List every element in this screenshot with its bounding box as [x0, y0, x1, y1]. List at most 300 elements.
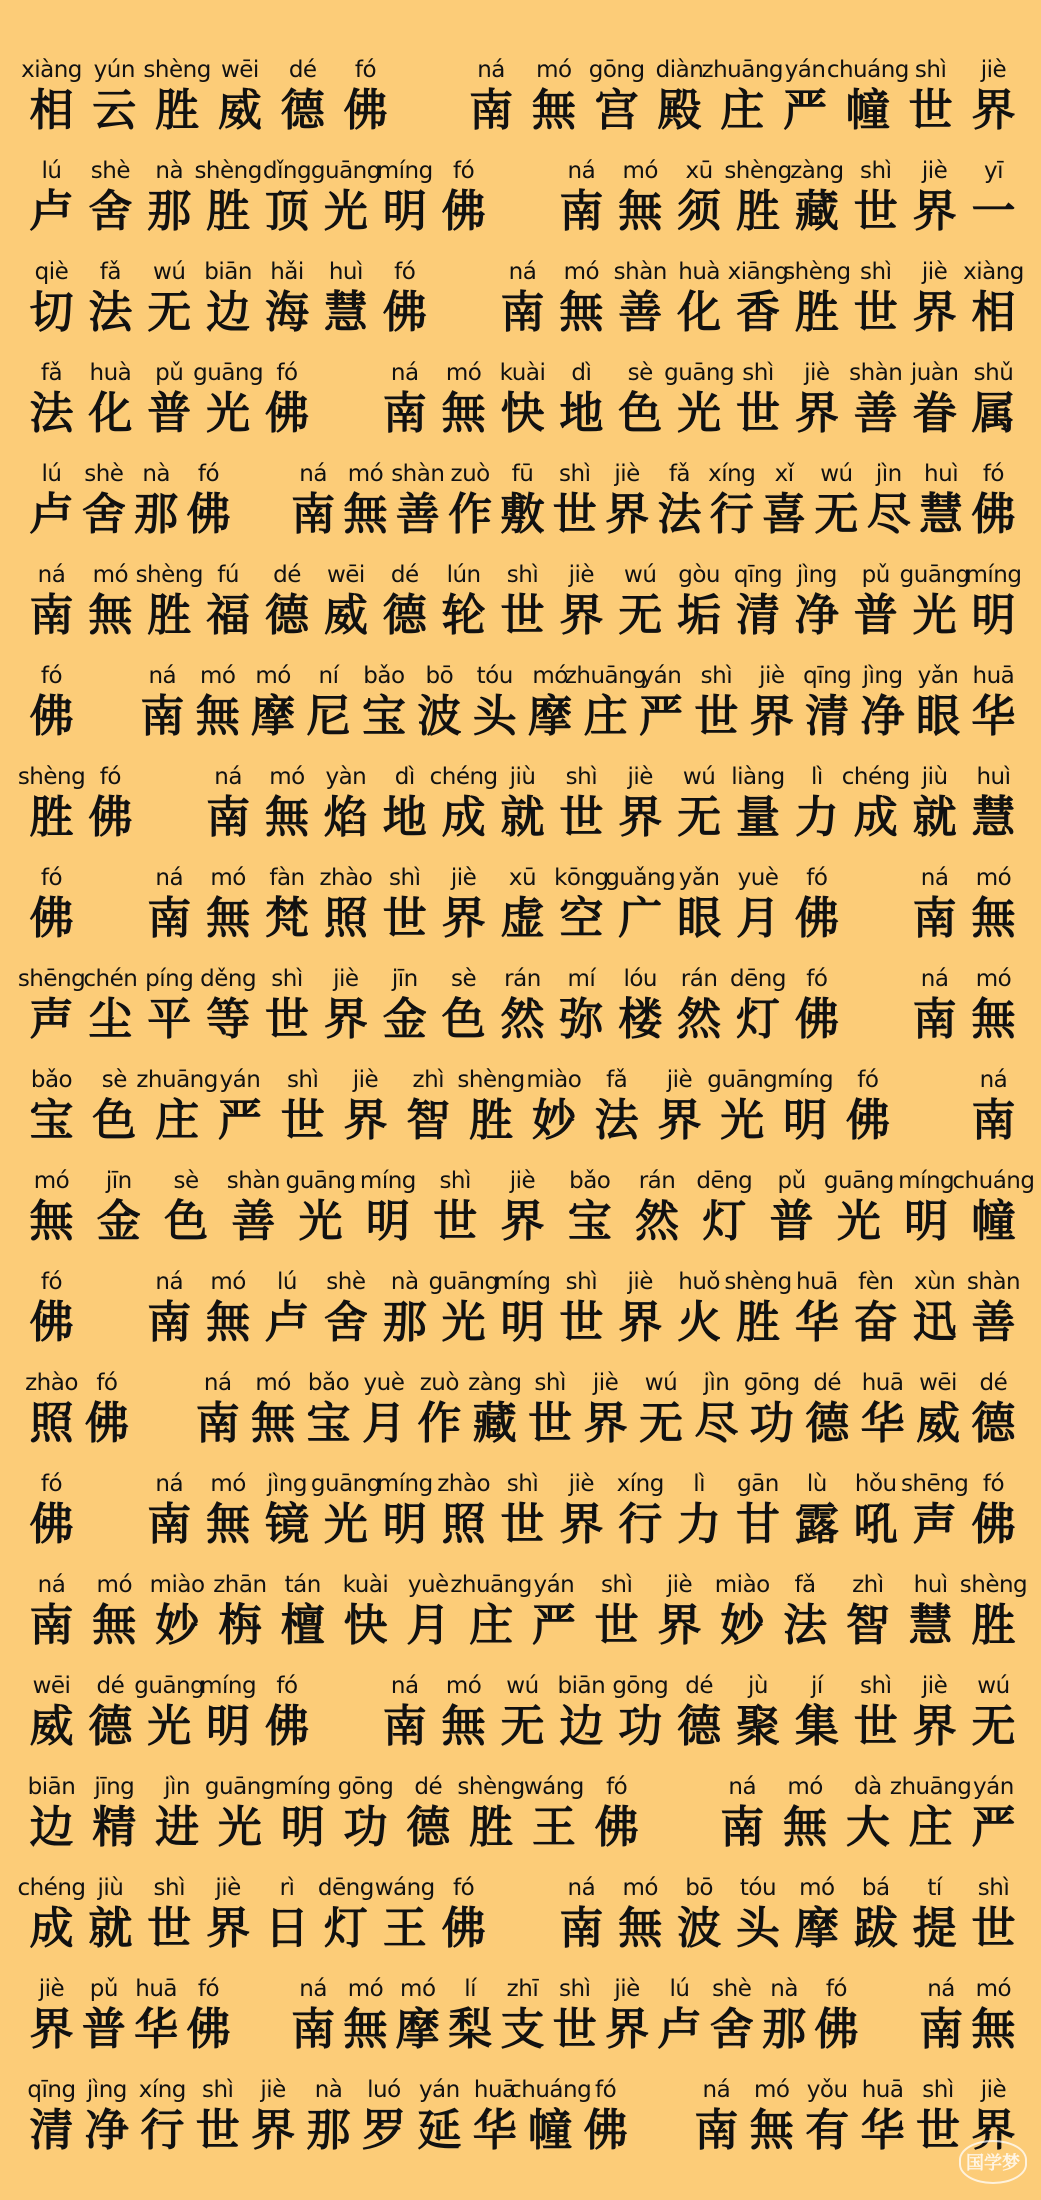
hanzi: 無 [559, 287, 604, 338]
glyph-with-pinyin [972, 1671, 1015, 1753]
hanzi: 色 [441, 994, 486, 1045]
glyph-with-pinyin [790, 156, 844, 238]
glyph-with-pinyin [730, 964, 786, 1046]
glyph-with-pinyin [324, 964, 367, 1046]
pinyin: yàn [325, 764, 367, 790]
glyph-with-pinyin [727, 257, 789, 339]
hanzi: 世 [694, 691, 739, 742]
pinyin: zuò [450, 461, 490, 487]
pinyin: jiè [627, 1269, 653, 1295]
hanzi: 法 [657, 489, 702, 540]
pinyin: mó [210, 865, 246, 891]
hanzi: 無 [618, 1903, 663, 1954]
glyph-with-pinyin [710, 1974, 753, 2056]
pinyin: ná [390, 360, 419, 386]
pinyin: yún [93, 57, 135, 83]
pinyin: shì [534, 1370, 566, 1396]
pinyin: wú [153, 259, 186, 285]
hanzi: 相 [29, 85, 74, 136]
hanzi: 佛 [971, 1499, 1016, 1550]
text-line [29, 1248, 1021, 1349]
pinyin: biān [557, 1673, 606, 1699]
hanzi: 界 [343, 1095, 388, 1146]
glyph-with-pinyin [396, 1974, 439, 2056]
pinyin: lú [41, 461, 62, 487]
pinyin: jiè [450, 865, 477, 891]
glyph-with-pinyin [207, 1873, 250, 1955]
pinyin: huì [976, 764, 1011, 790]
glyph-with-pinyin [560, 1469, 603, 1551]
pinyin: kuài [499, 360, 546, 386]
glyph-with-pinyin [724, 156, 792, 238]
text-line [30, 1955, 1015, 2056]
pinyin: míng [965, 562, 1022, 588]
glyph-with-pinyin [737, 1671, 780, 1753]
hanzi: 庄 [908, 1802, 953, 1853]
hanzi: 無 [343, 489, 388, 540]
pinyin: guāng [707, 1067, 778, 1093]
hanzi: 庄 [155, 1095, 200, 1146]
pinyin: ná [299, 1976, 327, 2002]
text-line [29, 1147, 1035, 1248]
pinyin: fǎ [606, 1067, 628, 1093]
pinyin: tán [284, 1572, 321, 1598]
glyph-with-pinyin [457, 1772, 525, 1854]
hanzi: 南 [147, 1297, 192, 1348]
pinyin: dēng [696, 1168, 753, 1194]
glyph-with-pinyin [442, 358, 485, 440]
pinyin: jiè [921, 1673, 948, 1699]
pinyin: míng [898, 1168, 955, 1194]
text-line [17, 743, 1016, 844]
text-line [30, 137, 1015, 238]
hanzi: 南 [29, 1600, 74, 1651]
hanzi: 等 [206, 994, 251, 1045]
text-line [30, 844, 1015, 945]
glyph-with-pinyin [85, 2075, 128, 2157]
glyph-with-pinyin [639, 1368, 682, 1450]
pinyin: fó [394, 259, 416, 285]
pinyin: wú [644, 1370, 678, 1396]
pinyin: míng [359, 1168, 416, 1194]
hanzi: 地 [559, 388, 604, 439]
pinyin: huā [473, 2077, 516, 2103]
hanzi: 大 [845, 1802, 890, 1853]
pinyin: míng [376, 1471, 433, 1497]
glyph-with-pinyin [89, 560, 132, 642]
hanzi: 世 [280, 1095, 325, 1146]
pinyin: shì [439, 1168, 471, 1194]
pinyin: wēi [220, 57, 259, 83]
glyph-with-pinyin [619, 762, 662, 844]
glyph-with-pinyin [612, 1671, 669, 1753]
hanzi: 地 [382, 792, 427, 843]
hanzi: 幢 [528, 2105, 573, 2156]
glyph-with-pinyin [310, 1469, 381, 1551]
hanzi: 光 [147, 1701, 192, 1752]
pinyin: ná [508, 259, 537, 285]
pinyin: sè [101, 1067, 127, 1093]
hanzi: 無 [971, 994, 1016, 1045]
hanzi: 佛 [971, 489, 1016, 540]
glyph-with-pinyin [867, 459, 910, 541]
hanzi: 界 [500, 1196, 545, 1247]
pinyin: xùn [913, 1269, 956, 1295]
hanzi: 慧 [323, 287, 368, 338]
hanzi: 有 [805, 2105, 850, 2156]
hanzi: 量 [736, 792, 780, 843]
glyph-with-pinyin [136, 1065, 218, 1147]
hanzi: 就 [912, 792, 957, 843]
hanzi: 提 [912, 1903, 957, 1954]
glyph-with-pinyin [588, 55, 645, 137]
glyph-with-pinyin [262, 156, 312, 238]
glyph-with-pinyin [655, 55, 704, 137]
pinyin: míng [200, 1673, 257, 1699]
glyph-with-pinyin [714, 1570, 770, 1652]
hanzi: 佛 [186, 489, 231, 540]
pinyin: míng [777, 1067, 834, 1093]
hanzi: 佛 [594, 1802, 639, 1853]
glyph-with-pinyin [252, 2075, 295, 2157]
glyph-with-pinyin [707, 1065, 778, 1147]
hanzi: 迅 [912, 1297, 957, 1348]
hanzi: 化 [677, 287, 722, 338]
hanzi: 光 [323, 1499, 368, 1550]
pinyin: wēi [326, 562, 365, 588]
hanzi: 威 [323, 590, 368, 641]
hanzi: 延 [417, 2105, 462, 2156]
pinyin: guāng [664, 360, 735, 386]
hanzi: 德 [88, 1701, 133, 1752]
glyph-with-pinyin [854, 257, 897, 339]
hanzi: 智 [845, 1600, 890, 1651]
hanzi: 功 [343, 1802, 388, 1853]
pinyin: yǒu [806, 2077, 848, 2103]
hanzi: 南 [140, 691, 185, 742]
hanzi: 世 [916, 2105, 960, 2156]
hanzi: 一 [971, 186, 1016, 237]
glyph-with-pinyin [226, 1166, 280, 1248]
hanzi: 宝 [567, 1196, 612, 1247]
glyph-with-pinyin [595, 1570, 638, 1652]
hanzi: 妙 [155, 1600, 200, 1651]
hanzi: 头 [736, 1903, 780, 1954]
pinyin: shèng [959, 1572, 1028, 1598]
hanzi: 宝 [306, 1398, 351, 1449]
hanzi: 摩 [794, 1903, 839, 1954]
hanzi: 界 [912, 287, 957, 338]
pinyin: fó [40, 865, 63, 891]
pinyin: lú [277, 1269, 297, 1295]
hanzi: 照 [441, 1499, 486, 1550]
hanzi: 南 [382, 388, 427, 439]
pinyin: shèng [143, 57, 211, 83]
hanzi: 南 [382, 1701, 427, 1752]
glyph-with-pinyin [407, 1065, 450, 1147]
pinyin: ná [37, 1572, 66, 1598]
hanzi: 清 [29, 2105, 74, 2156]
hanzi: 佛 [29, 691, 74, 742]
pinyin: jìn [703, 1370, 730, 1396]
glyph-with-pinyin [281, 1570, 324, 1652]
glyph-with-pinyin [560, 964, 603, 1046]
glyph-with-pinyin [913, 1267, 956, 1349]
glyph-with-pinyin [344, 55, 387, 137]
pinyin: dé [273, 562, 301, 588]
glyph-with-pinyin [89, 156, 132, 238]
pinyin: huā [861, 1370, 904, 1396]
hanzi: 慧 [971, 792, 1016, 843]
glyph-with-pinyin [972, 459, 1015, 541]
hanzi: 照 [29, 1398, 74, 1449]
hanzi: 明 [904, 1196, 949, 1247]
hanzi: 無 [783, 1802, 828, 1853]
hanzi: 無 [343, 2004, 388, 2055]
pinyin: dé [414, 1774, 443, 1800]
pinyin: shè [712, 1976, 752, 2002]
hanzi: 王 [531, 1802, 576, 1853]
hanzi: 梵 [265, 893, 309, 944]
hanzi: 世 [594, 1600, 639, 1651]
hanzi: 尼 [306, 691, 351, 742]
glyph-with-pinyin [509, 2075, 592, 2157]
glyph-with-pinyin [784, 55, 827, 137]
pinyin: mó [563, 259, 600, 285]
pinyin: jīn [105, 1168, 132, 1194]
pinyin: mó [210, 1269, 246, 1295]
hanzi: 無 [29, 1196, 74, 1247]
glyph-with-pinyin [30, 560, 73, 642]
pinyin: pǔ [777, 1168, 806, 1194]
glyph-with-pinyin [383, 358, 426, 440]
pinyin: mó [532, 663, 568, 689]
hanzi: 明 [382, 186, 427, 237]
pinyin: chuáng [826, 57, 909, 83]
glyph-with-pinyin [383, 1671, 426, 1753]
hanzi: 無 [206, 1297, 251, 1348]
glyph-with-pinyin [134, 1671, 205, 1753]
glyph-with-pinyin [344, 1065, 387, 1147]
glyph-with-pinyin [560, 1873, 603, 1955]
glyph-with-pinyin [963, 257, 1024, 339]
hanzi: 佛 [845, 1095, 890, 1146]
glyph-with-pinyin [636, 1166, 679, 1248]
glyph-with-pinyin [93, 1570, 136, 1652]
pinyin: zhào [437, 1471, 491, 1497]
pinyin: lì [693, 1471, 706, 1497]
hanzi: 南 [206, 792, 251, 843]
glyph-with-pinyin [731, 762, 785, 844]
hanzi: 金 [382, 994, 427, 1045]
hanzi: 聚 [736, 1701, 780, 1752]
hanzi: 無 [206, 1499, 251, 1550]
glyph-with-pinyin [145, 964, 194, 1046]
glyph-with-pinyin [30, 1974, 73, 2056]
hanzi: 力 [677, 1499, 722, 1550]
hanzi: 世 [908, 85, 953, 136]
hanzi: 月 [406, 1600, 451, 1651]
hanzi: 顶 [265, 186, 309, 237]
glyph-with-pinyin [678, 1469, 721, 1551]
pinyin: huì [924, 461, 959, 487]
glyph-with-pinyin [362, 1368, 405, 1450]
pinyin: fó [96, 1370, 118, 1396]
glyph-with-pinyin [777, 1065, 834, 1147]
glyph-with-pinyin [917, 661, 960, 743]
pinyin: dì [571, 360, 592, 386]
hanzi: 栴 [217, 1600, 262, 1651]
hanzi: 南 [29, 590, 74, 641]
glyph-with-pinyin [619, 964, 662, 1046]
pinyin: ná [155, 1471, 184, 1497]
glyph-with-pinyin [266, 964, 309, 1046]
glyph-with-pinyin [344, 1974, 387, 2056]
pinyin: bō [425, 663, 454, 689]
glyph-with-pinyin [972, 1873, 1015, 1955]
pinyin: dì [394, 764, 415, 790]
glyph-with-pinyin [27, 2075, 76, 2157]
text-line [27, 1753, 1016, 1854]
pinyin: fó [982, 1471, 1005, 1497]
hanzi: 佛 [29, 1297, 74, 1348]
pinyin: fó [453, 1875, 475, 1901]
pinyin: shì [700, 663, 733, 689]
hanzi: 無 [749, 2105, 794, 2156]
pinyin: mó [445, 1673, 482, 1699]
pinyin: lú [669, 1976, 690, 2002]
hanzi: 胜 [794, 287, 839, 338]
hanzi: 宫 [594, 85, 639, 136]
glyph-with-pinyin [658, 1570, 701, 1652]
pinyin: fó [982, 461, 1004, 487]
pinyin: shì [271, 966, 303, 992]
pinyin: chuáng [509, 2077, 592, 2103]
text-line [29, 238, 1024, 339]
pinyin: juàn [910, 360, 959, 386]
pinyin: bō [685, 1875, 713, 1901]
glyph-with-pinyin [383, 964, 426, 1046]
hanzi: 华 [971, 691, 1016, 742]
hanzi: 光 [720, 1095, 765, 1146]
glyph-with-pinyin [803, 661, 852, 743]
pinyin: shèng [783, 259, 851, 285]
pinyin: jiù [509, 764, 536, 790]
hanzi: 法 [783, 1600, 828, 1651]
pinyin: shì [153, 1875, 185, 1901]
pinyin: zàng [468, 1370, 522, 1396]
pinyin: gōng [337, 1774, 394, 1800]
hanzi: 华 [860, 1398, 905, 1449]
glyph-with-pinyin [187, 1974, 230, 2056]
glyph-with-pinyin [25, 1368, 78, 1450]
hanzi: 化 [88, 388, 133, 439]
glyph-with-pinyin [846, 1772, 889, 1854]
hanzi: 无 [677, 792, 722, 843]
pinyin: shì [389, 865, 421, 891]
hanzi: 胜 [736, 186, 780, 237]
glyph-with-pinyin [972, 1065, 1015, 1147]
pinyin: mó [622, 158, 658, 184]
pinyin: fó [276, 1673, 298, 1699]
hanzi: 胜 [971, 1600, 1016, 1651]
pinyin: xū [508, 865, 537, 891]
glyph-with-pinyin [526, 1065, 582, 1147]
pinyin: bǎo [569, 1168, 611, 1194]
glyph-with-pinyin [292, 459, 335, 541]
hanzi: 世 [971, 1903, 1016, 1954]
glyph-with-pinyin [619, 1267, 662, 1349]
glyph-with-pinyin [972, 863, 1015, 945]
glyph-with-pinyin [428, 1267, 499, 1349]
glyph-with-pinyin [200, 1671, 257, 1753]
glyph-with-pinyin [920, 459, 963, 541]
hanzi: 世 [528, 1398, 573, 1449]
hanzi: 普 [147, 388, 192, 439]
glyph-with-pinyin [733, 560, 783, 642]
hanzi: 界 [441, 893, 486, 944]
hanzi: 界 [657, 1600, 702, 1651]
pinyin: míng [274, 1774, 331, 1800]
glyph-with-pinyin [972, 1368, 1015, 1450]
pinyin: lí [464, 1976, 477, 2002]
pinyin: guāng [134, 1673, 205, 1699]
pinyin: huā [796, 1269, 838, 1295]
pinyin: mó [622, 1875, 658, 1901]
pinyin: jiè [592, 1370, 619, 1396]
pinyin: jiè [352, 1067, 379, 1093]
pinyin: gōng [743, 1370, 800, 1396]
hanzi: 無 [618, 186, 663, 237]
glyph-with-pinyin [218, 55, 261, 137]
hanzi: 無 [971, 2004, 1016, 2055]
pinyin: ná [203, 1370, 232, 1396]
glyph-with-pinyin [972, 964, 1015, 1046]
pinyin: guāng [310, 158, 381, 184]
hanzi: 无 [638, 1398, 683, 1449]
glyph-with-pinyin [795, 964, 838, 1046]
hanzi: 色 [164, 1196, 209, 1247]
pinyin: lì [810, 764, 823, 790]
glyph-with-pinyin [324, 762, 367, 844]
pinyin: ná [979, 1067, 1008, 1093]
hanzi: 功 [618, 1701, 663, 1752]
glyph-with-pinyin [854, 1469, 897, 1551]
glyph-with-pinyin [846, 1570, 889, 1652]
pinyin: yán [784, 57, 826, 83]
hanzi: 那 [382, 1297, 427, 1348]
pinyin: rì [279, 1875, 295, 1901]
hanzi: 成 [29, 1903, 74, 1954]
glyph-with-pinyin [30, 863, 73, 945]
hanzi: 世 [147, 1903, 192, 1954]
pinyin: yán [533, 1572, 575, 1598]
hanzi: 严 [531, 1600, 576, 1651]
pinyin: pǔ [155, 360, 184, 386]
text-line [30, 339, 1015, 440]
hanzi: 佛 [84, 1398, 129, 1449]
glyph-with-pinyin [266, 1671, 309, 1753]
pinyin: xíng [616, 1471, 664, 1497]
hanzi: 快 [500, 388, 545, 439]
glyph-with-pinyin [584, 1368, 627, 1450]
hanzi: 界 [559, 590, 604, 641]
pinyin: mó [347, 461, 384, 487]
hanzi: 跋 [853, 1903, 898, 1954]
pinyin: shèng [724, 158, 792, 184]
pinyin: chén [83, 966, 138, 992]
pinyin: fó [40, 1471, 63, 1497]
